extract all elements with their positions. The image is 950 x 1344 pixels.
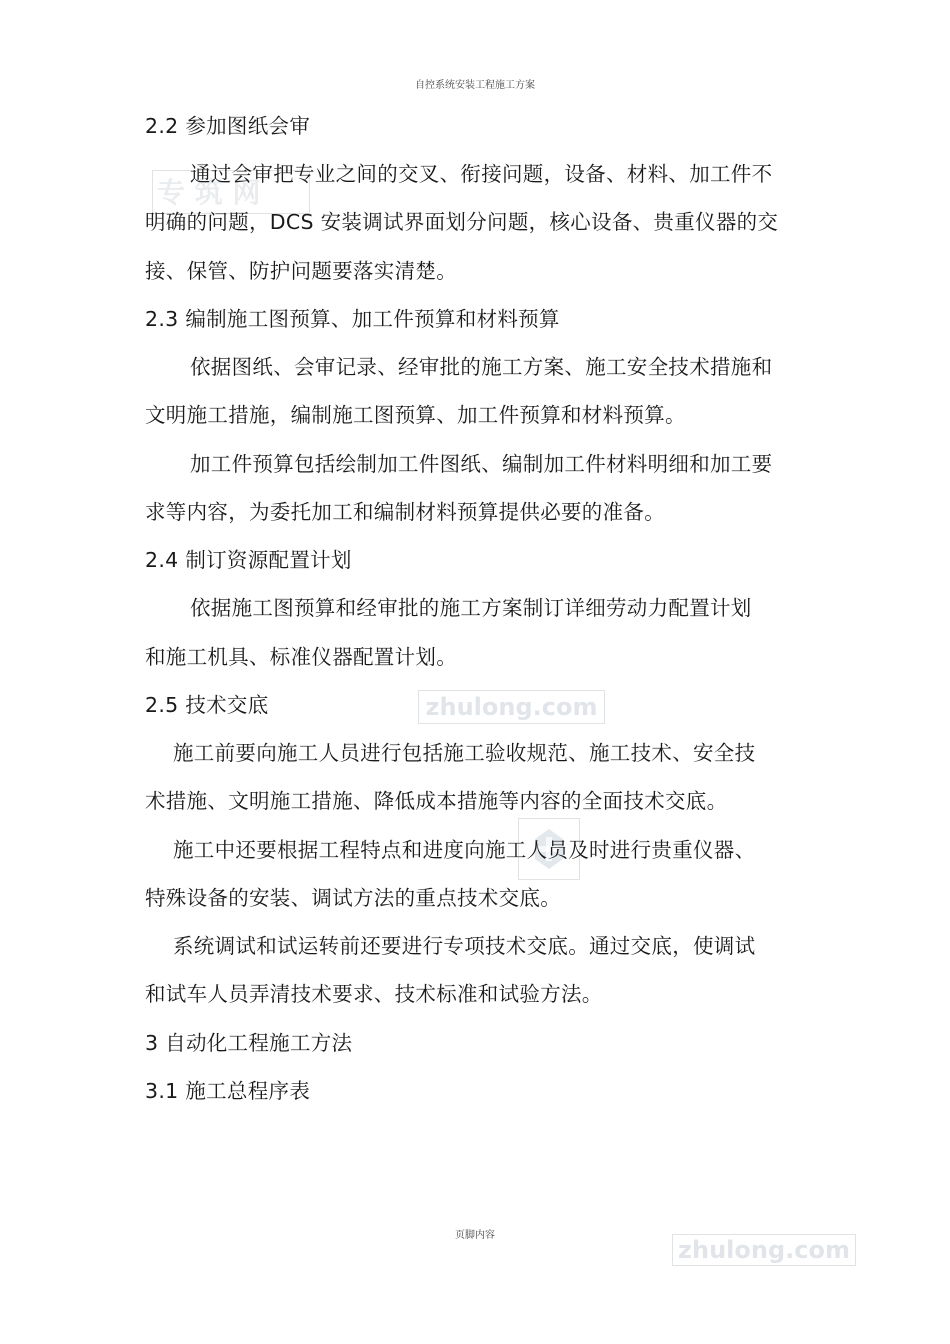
paragraph-line: 文明施工措施，编制施工图预算、加工件预算和材料预算。 [145, 403, 686, 427]
paragraph-line: 依据图纸、会审记录、经审批的施工方案、施工安全技术措施和 [190, 355, 773, 379]
section-heading-3-1: 3.1 施工总程序表 [145, 1079, 311, 1103]
paragraph-line: 施工前要向施工人员进行包括施工验收规范、施工技术、安全技 [173, 741, 756, 765]
paragraph-line: 施工中还要根据工程特点和进度向施工人员及时进行贵重仪器、 [173, 838, 756, 862]
paragraph-line: 加工件预算包括绘制加工件图纸、编制加工件材料明细和加工要 [190, 452, 773, 476]
section-heading-2-5: 2.5 技术交底 [145, 693, 269, 717]
paragraph-line: 特殊设备的安装、调试方法的重点技术交底。 [145, 886, 561, 910]
section-heading-2-4: 2.4 制订资源配置计划 [145, 548, 352, 572]
watermark-middle: zhulong.com [418, 690, 605, 724]
page-footer: 页脚内容 [455, 1230, 495, 1241]
watermark-top: 专 筑 网 [152, 170, 310, 214]
page-header: 自控系统安装工程施工方案 [415, 80, 535, 91]
section-heading-2-2: 2.2 参加图纸会审 [145, 114, 311, 138]
watermark-bottom: zhulong.com [672, 1234, 856, 1266]
paragraph-line: 和试车人员弄清技术要求、技术标准和试验方法。 [145, 982, 603, 1006]
paragraph-line: 明确的问题，DCS 安装调试界面划分问题，核心设备、贵重仪器的交 [145, 210, 779, 234]
section-heading-3: 3 自动化工程施工方法 [145, 1031, 353, 1055]
paragraph-line: 系统调试和试运转前还要进行专项技术交底。通过交底，使调试 [173, 934, 756, 958]
section-heading-2-3: 2.3 编制施工图预算、加工件预算和材料预算 [145, 307, 560, 331]
paragraph-line: 接、保管、防护问题要落实清楚。 [145, 259, 457, 283]
paragraph-line: 依据施工图预算和经审批的施工方案制订详细劳动力配置计划 [190, 596, 752, 620]
paragraph-line: 术措施、文明施工措施、降低成本措施等内容的全面技术交底。 [145, 789, 728, 813]
paragraph-line: 和施工机具、标准仪器配置计划。 [145, 645, 457, 669]
paragraph-line: 求等内容，为委托加工和编制材料预算提供必要的准备。 [145, 500, 665, 524]
paragraph-line: 通过会审把专业之间的交叉、衔接问题，设备、材料、加工件不 [190, 162, 773, 186]
